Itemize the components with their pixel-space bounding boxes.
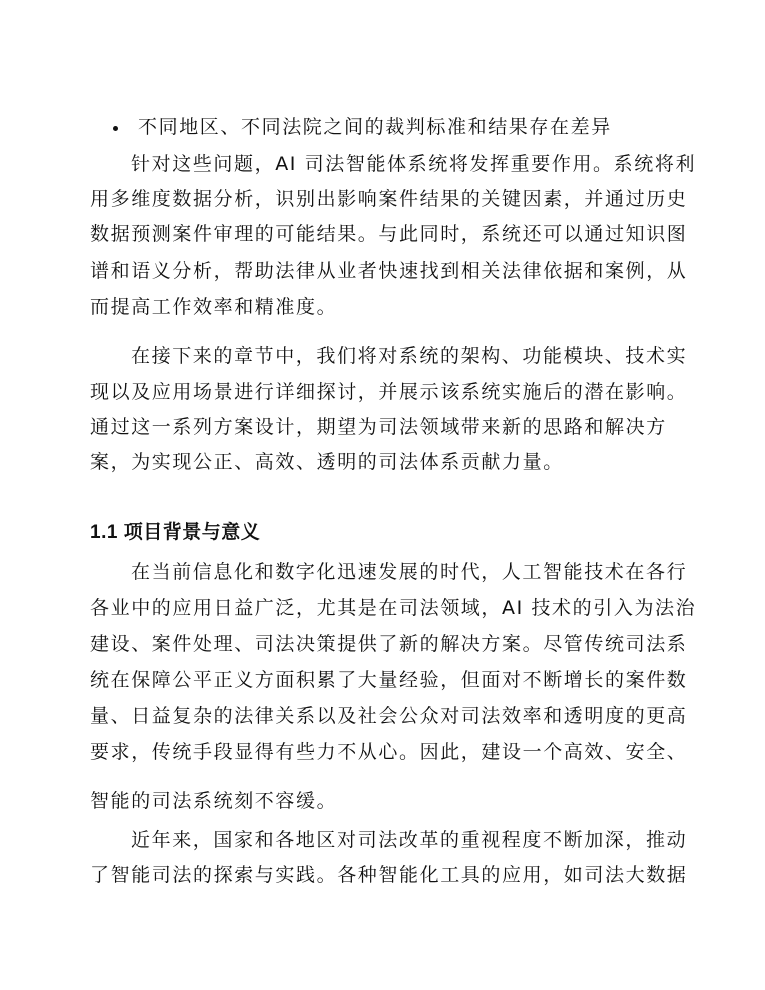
paragraph-line: 了智能司法的探索与实践。各种智能化工具的应用，如司法大数据 bbox=[90, 864, 688, 886]
paragraph-line: 各业中的应用日益广泛，尤其是在司法领域，AI 技术的引入为法治 bbox=[90, 597, 697, 619]
paragraph-line: 用多维度数据分析，识别出影响案件结果的关键因素，并通过历史 bbox=[90, 188, 688, 210]
section-heading: 1.1 项目背景与意义 bbox=[90, 522, 261, 543]
paragraph-line: 针对这些问题，AI 司法智能体系统将发挥重要作用。系统将利 bbox=[131, 153, 697, 175]
paragraph-line: 在当前信息化和数字化迅速发展的时代，人工智能技术在各行 bbox=[131, 561, 688, 583]
paragraph-line: 而提高工作效率和精准度。 bbox=[90, 296, 338, 318]
bullet-item-text: 不同地区、不同法院之间的裁判标准和结果存在差异 bbox=[138, 116, 612, 138]
paragraph-line: 数据预测案件审理的可能结果。与此同时，系统还可以通过知识图 bbox=[90, 223, 688, 245]
paragraph-line: 通过这一系列方案设计，期望为司法领域带来新的思路和解决方 bbox=[90, 416, 667, 438]
paragraph-line: 建设、案件处理、司法决策提供了新的解决方案。尽管传统司法系 bbox=[90, 633, 688, 655]
paragraph-line: 在接下来的章节中，我们将对系统的架构、功能模块、技术实 bbox=[131, 345, 688, 367]
paragraph-line: 统在保障公平正义方面积累了大量经验，但面对不断增长的案件数 bbox=[90, 669, 688, 691]
paragraph-line: 谱和语义分析，帮助法律从业者快速找到相关法律依据和案例，从 bbox=[90, 260, 688, 282]
paragraph-line: 近年来，国家和各地区对司法改革的重视程度不断加深，推动 bbox=[131, 829, 688, 851]
bullet-icon bbox=[113, 126, 118, 131]
paragraph-line: 现以及应用场景进行详细探讨，并展示该系统实施后的潜在影响。 bbox=[90, 381, 688, 403]
paragraph-line: 要求，传统手段显得有些力不从心。因此，建设一个高效、安全、 bbox=[90, 741, 688, 763]
paragraph-line: 智能的司法系统刻不容缓。 bbox=[90, 790, 338, 812]
paragraph-line: 量、日益复杂的法律关系以及社会公众对司法效率和透明度的更高 bbox=[90, 705, 688, 727]
paragraph-line: 案，为实现公正、高效、透明的司法体系贡献力量。 bbox=[90, 451, 564, 473]
